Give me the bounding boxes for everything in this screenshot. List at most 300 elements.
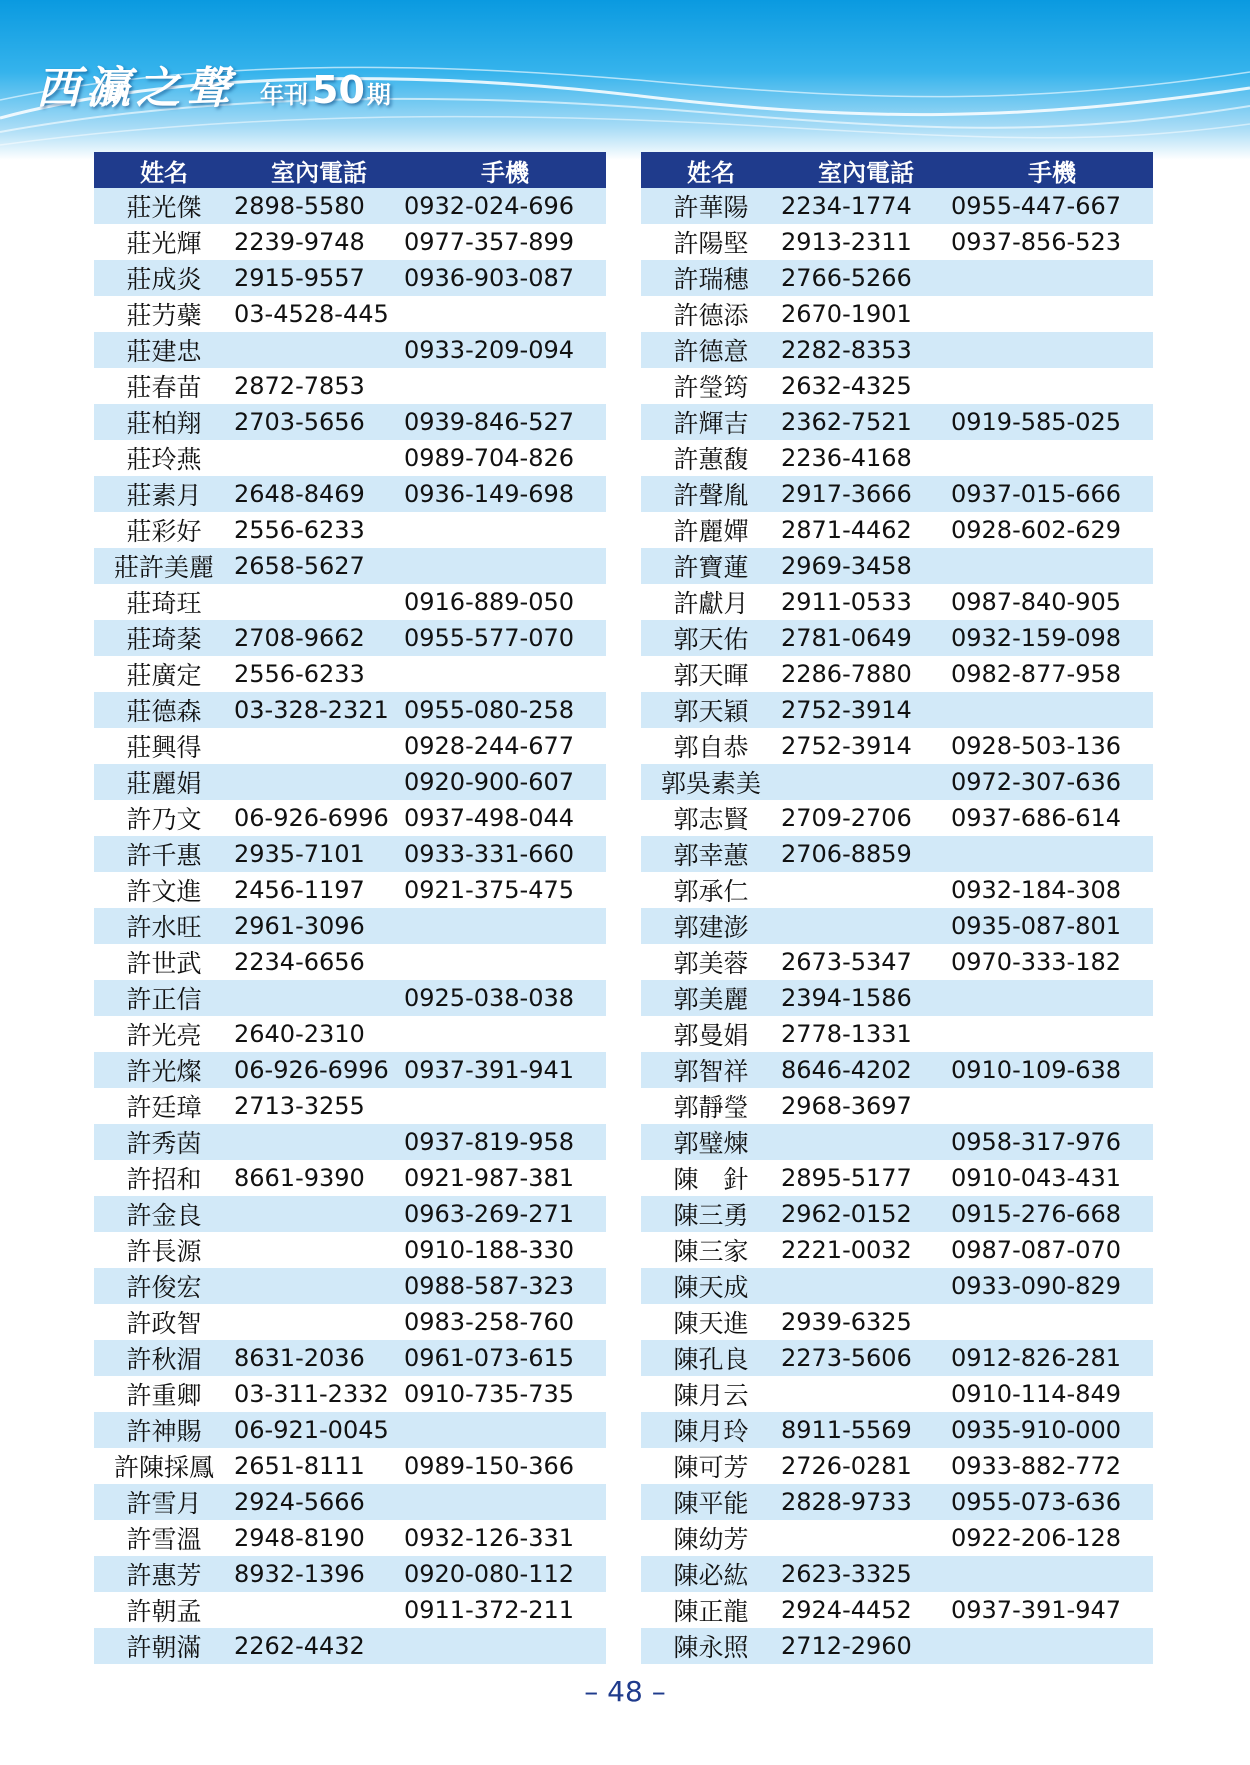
publication-subtitle: 年刊	[260, 81, 308, 109]
table-row	[641, 1268, 1153, 1304]
cell-mobile: 0911-372-211	[404, 1592, 606, 1628]
cell-mobile: 0933-090-829	[951, 1268, 1153, 1304]
cell-tel: 03-311-2332	[234, 1376, 404, 1412]
table-row	[641, 1376, 1153, 1412]
directory-table-left	[94, 152, 606, 1664]
cell-tel: 06-926-6996	[234, 800, 404, 836]
cell-mobile: 0915-276-668	[951, 1196, 1153, 1232]
table-row	[641, 1628, 1153, 1664]
cell-mobile	[951, 296, 1153, 332]
table-row	[641, 1484, 1153, 1520]
table-row	[94, 1196, 606, 1232]
table-row	[94, 764, 606, 800]
cell-mobile: 0910-109-638	[951, 1052, 1153, 1088]
table-row	[641, 260, 1153, 296]
cell-name: 許德添	[641, 296, 781, 332]
cell-name: 郭智祥	[641, 1052, 781, 1088]
cell-mobile: 0936-903-087	[404, 260, 606, 296]
cell-name: 許惠芳	[94, 1556, 234, 1592]
cell-tel: 2935-7101	[234, 836, 404, 872]
cell-tel: 2234-1774	[781, 188, 951, 224]
cell-mobile: 0932-184-308	[951, 872, 1153, 908]
table-row	[641, 908, 1153, 944]
cell-tel	[234, 1232, 404, 1268]
cell-tel	[234, 1304, 404, 1340]
cell-tel: 2895-5177	[781, 1160, 951, 1196]
cell-name: 許朝孟	[94, 1592, 234, 1628]
cell-name: 陳可芳	[641, 1448, 781, 1484]
cell-mobile: 0982-877-958	[951, 656, 1153, 692]
cell-tel: 2456-1197	[234, 872, 404, 908]
cell-mobile: 0912-826-281	[951, 1340, 1153, 1376]
cell-name: 陳 針	[641, 1160, 781, 1196]
cell-mobile: 0937-391-947	[951, 1592, 1153, 1628]
cell-mobile: 0937-015-666	[951, 476, 1153, 512]
cell-tel	[234, 980, 404, 1016]
cell-tel: 2752-3914	[781, 692, 951, 728]
cell-mobile: 0920-080-112	[404, 1556, 606, 1592]
table-row	[641, 332, 1153, 368]
cell-name: 許雪溫	[94, 1520, 234, 1556]
cell-tel: 2703-5656	[234, 404, 404, 440]
cell-mobile	[404, 1412, 606, 1448]
cell-name: 許陳採鳳	[94, 1448, 234, 1484]
cell-name: 郭美麗	[641, 980, 781, 1016]
cell-tel: 2221-0032	[781, 1232, 951, 1268]
cell-name: 郭幸蕙	[641, 836, 781, 872]
table-row	[641, 1196, 1153, 1232]
cell-mobile: 0916-889-050	[404, 584, 606, 620]
table-row	[94, 1052, 606, 1088]
cell-name: 郭靜瑩	[641, 1088, 781, 1124]
cell-name: 許金良	[94, 1196, 234, 1232]
cell-tel: 2872-7853	[234, 368, 404, 404]
cell-name: 許千惠	[94, 836, 234, 872]
table-row	[94, 872, 606, 908]
cell-name: 莊春苗	[94, 368, 234, 404]
cell-mobile	[404, 512, 606, 548]
table-row	[641, 1520, 1153, 1556]
cell-mobile	[951, 260, 1153, 296]
cell-name: 莊芀蘗	[94, 296, 234, 332]
cell-tel	[781, 1268, 951, 1304]
cell-tel: 2632-4325	[781, 368, 951, 404]
cell-mobile	[951, 692, 1153, 728]
table-row	[641, 728, 1153, 764]
cell-tel: 8631-2036	[234, 1340, 404, 1376]
cell-name: 莊德森	[94, 692, 234, 728]
cell-tel: 2262-4432	[234, 1628, 404, 1664]
cell-name: 許麗嬋	[641, 512, 781, 548]
cell-tel	[234, 332, 404, 368]
cell-name: 郭天穎	[641, 692, 781, 728]
table-row	[94, 476, 606, 512]
cell-name: 莊廣定	[94, 656, 234, 692]
cell-name: 郭吳素美	[641, 764, 781, 800]
cell-name: 莊麗娟	[94, 764, 234, 800]
table-row	[94, 584, 606, 620]
cell-tel: 8661-9390	[234, 1160, 404, 1196]
cell-tel: 2778-1331	[781, 1016, 951, 1052]
cell-tel: 8911-5569	[781, 1412, 951, 1448]
table-row	[94, 1232, 606, 1268]
cell-tel: 2961-3096	[234, 908, 404, 944]
table-row	[94, 1124, 606, 1160]
cell-name: 陳三勇	[641, 1196, 781, 1232]
table-row	[94, 1268, 606, 1304]
table-row	[94, 1520, 606, 1556]
cell-mobile: 0910-114-849	[951, 1376, 1153, 1412]
table-row	[94, 1340, 606, 1376]
cell-name: 陳永照	[641, 1628, 781, 1664]
cell-tel: 2871-4462	[781, 512, 951, 548]
cell-name: 許水旺	[94, 908, 234, 944]
cell-name: 許光燦	[94, 1052, 234, 1088]
cell-tel: 2917-3666	[781, 476, 951, 512]
cell-tel: 8646-4202	[781, 1052, 951, 1088]
table-row	[641, 440, 1153, 476]
cell-mobile	[951, 1556, 1153, 1592]
cell-name: 陳月云	[641, 1376, 781, 1412]
table-row	[641, 944, 1153, 980]
cell-mobile: 0922-206-128	[951, 1520, 1153, 1556]
table-row	[641, 1592, 1153, 1628]
cell-name: 莊成炎	[94, 260, 234, 296]
cell-name: 莊素月	[94, 476, 234, 512]
cell-mobile: 0933-209-094	[404, 332, 606, 368]
table-header-row	[94, 152, 606, 188]
table-row	[94, 1088, 606, 1124]
cell-mobile	[404, 656, 606, 692]
cell-mobile	[404, 1484, 606, 1520]
cell-mobile: 0932-159-098	[951, 620, 1153, 656]
cell-name: 莊彩好	[94, 512, 234, 548]
cell-tel: 2969-3458	[781, 548, 951, 584]
directory-table-right	[641, 152, 1153, 1664]
cell-tel: 2236-4168	[781, 440, 951, 476]
cell-tel	[781, 1520, 951, 1556]
cell-tel: 2640-2310	[234, 1016, 404, 1052]
cell-name: 許朝滿	[94, 1628, 234, 1664]
table-row	[641, 620, 1153, 656]
cell-mobile: 0935-910-000	[951, 1412, 1153, 1448]
table-row	[641, 1448, 1153, 1484]
cell-name: 郭自恭	[641, 728, 781, 764]
table-row	[641, 296, 1153, 332]
table-row	[94, 404, 606, 440]
cell-mobile: 0987-840-905	[951, 584, 1153, 620]
cell-tel	[781, 1124, 951, 1160]
cell-mobile	[951, 1016, 1153, 1052]
cell-mobile: 0958-317-976	[951, 1124, 1153, 1160]
cell-tel: 03-328-2321	[234, 692, 404, 728]
cell-mobile: 0928-244-677	[404, 728, 606, 764]
cell-tel: 2939-6325	[781, 1304, 951, 1340]
table-row	[641, 512, 1153, 548]
cell-tel: 2648-8469	[234, 476, 404, 512]
cell-mobile: 0921-375-475	[404, 872, 606, 908]
cell-name: 莊柏翔	[94, 404, 234, 440]
cell-mobile	[951, 1628, 1153, 1664]
cell-name: 許光亮	[94, 1016, 234, 1052]
column-header-tel: 室內電話	[234, 152, 404, 188]
table-row	[94, 836, 606, 872]
cell-name: 郭天佑	[641, 620, 781, 656]
table-row	[641, 188, 1153, 224]
table-row	[641, 584, 1153, 620]
cell-tel: 2556-6233	[234, 656, 404, 692]
issue-number: 50	[312, 68, 365, 112]
cell-mobile: 0955-577-070	[404, 620, 606, 656]
cell-tel: 2282-8353	[781, 332, 951, 368]
cell-tel	[234, 584, 404, 620]
cell-mobile: 0955-080-258	[404, 692, 606, 728]
cell-mobile: 0928-602-629	[951, 512, 1153, 548]
cell-name: 莊玲燕	[94, 440, 234, 476]
cell-name: 許獻月	[641, 584, 781, 620]
table-row	[641, 1412, 1153, 1448]
column-header-name: 姓名	[641, 152, 781, 188]
cell-tel: 06-926-6996	[234, 1052, 404, 1088]
table-row	[641, 692, 1153, 728]
cell-name: 許秋湄	[94, 1340, 234, 1376]
table-row	[641, 800, 1153, 836]
column-header-tel: 室內電話	[781, 152, 951, 188]
cell-name: 莊光輝	[94, 224, 234, 260]
cell-mobile	[951, 980, 1153, 1016]
table-row	[94, 1304, 606, 1340]
table-row	[94, 368, 606, 404]
cell-name: 許瑩筠	[641, 368, 781, 404]
cell-name: 許文進	[94, 872, 234, 908]
cell-name: 郭美蓉	[641, 944, 781, 980]
cell-mobile: 0961-073-615	[404, 1340, 606, 1376]
cell-mobile: 0910-188-330	[404, 1232, 606, 1268]
table-header-row	[641, 152, 1153, 188]
cell-name: 許世武	[94, 944, 234, 980]
cell-name: 許乃文	[94, 800, 234, 836]
cell-mobile: 0937-686-614	[951, 800, 1153, 836]
table-row	[94, 440, 606, 476]
cell-tel: 03-4528-445	[234, 296, 404, 332]
cell-name: 許正信	[94, 980, 234, 1016]
table-row	[94, 1016, 606, 1052]
table-row	[94, 296, 606, 332]
cell-mobile: 0989-704-826	[404, 440, 606, 476]
cell-mobile	[951, 368, 1153, 404]
table-row	[94, 332, 606, 368]
cell-mobile: 0920-900-607	[404, 764, 606, 800]
table-row	[641, 764, 1153, 800]
table-row	[641, 1052, 1153, 1088]
column-header-mobile: 手機	[404, 152, 606, 188]
table-row	[641, 368, 1153, 404]
table-row	[94, 1448, 606, 1484]
cell-tel	[234, 764, 404, 800]
cell-tel: 2968-3697	[781, 1088, 951, 1124]
cell-tel: 8932-1396	[234, 1556, 404, 1592]
cell-name: 陳幼芳	[641, 1520, 781, 1556]
table-row	[94, 692, 606, 728]
cell-name: 許重卿	[94, 1376, 234, 1412]
cell-name: 陳正龍	[641, 1592, 781, 1628]
cell-tel: 2913-2311	[781, 224, 951, 260]
page-number: – 48 –	[584, 1675, 666, 1708]
table-row	[94, 512, 606, 548]
cell-tel: 2726-0281	[781, 1448, 951, 1484]
cell-tel	[781, 872, 951, 908]
cell-tel: 2651-8111	[234, 1448, 404, 1484]
cell-mobile: 0939-846-527	[404, 404, 606, 440]
cell-mobile: 0937-819-958	[404, 1124, 606, 1160]
cell-tel: 2766-5266	[781, 260, 951, 296]
cell-tel: 06-921-0045	[234, 1412, 404, 1448]
cell-mobile	[951, 836, 1153, 872]
cell-tel	[234, 440, 404, 476]
table-row	[641, 224, 1153, 260]
cell-tel: 2394-1586	[781, 980, 951, 1016]
cell-mobile: 0936-149-698	[404, 476, 606, 512]
table-row	[641, 1232, 1153, 1268]
cell-tel: 2752-3914	[781, 728, 951, 764]
cell-tel: 2708-9662	[234, 620, 404, 656]
cell-mobile: 0925-038-038	[404, 980, 606, 1016]
table-row	[641, 548, 1153, 584]
table-row	[94, 1592, 606, 1628]
cell-name: 許政智	[94, 1304, 234, 1340]
cell-tel: 2670-1901	[781, 296, 951, 332]
table-row	[641, 1016, 1153, 1052]
cell-mobile: 0963-269-271	[404, 1196, 606, 1232]
cell-name: 許華陽	[641, 188, 781, 224]
cell-mobile: 0910-043-431	[951, 1160, 1153, 1196]
cell-tel: 2713-3255	[234, 1088, 404, 1124]
table-row	[94, 1160, 606, 1196]
cell-tel	[781, 1376, 951, 1412]
cell-name: 郭建澎	[641, 908, 781, 944]
cell-mobile: 0919-585-025	[951, 404, 1153, 440]
cell-name: 許寶蓮	[641, 548, 781, 584]
cell-tel	[234, 1592, 404, 1628]
cell-mobile: 0970-333-182	[951, 944, 1153, 980]
cell-tel: 2234-6656	[234, 944, 404, 980]
cell-mobile	[404, 1016, 606, 1052]
table-row	[94, 980, 606, 1016]
table-row	[94, 224, 606, 260]
cell-mobile: 0933-331-660	[404, 836, 606, 872]
cell-tel: 2828-9733	[781, 1484, 951, 1520]
cell-mobile: 0928-503-136	[951, 728, 1153, 764]
cell-mobile: 0988-587-323	[404, 1268, 606, 1304]
cell-mobile: 0937-498-044	[404, 800, 606, 836]
table-row	[641, 872, 1153, 908]
cell-mobile: 0933-882-772	[951, 1448, 1153, 1484]
cell-tel: 2781-0649	[781, 620, 951, 656]
publication-brand	[36, 52, 391, 116]
cell-tel	[234, 728, 404, 764]
table-row	[94, 1628, 606, 1664]
cell-mobile: 0910-735-735	[404, 1376, 606, 1412]
table-row	[94, 1412, 606, 1448]
table-row	[94, 1376, 606, 1412]
cell-mobile	[404, 548, 606, 584]
cell-mobile	[404, 1628, 606, 1664]
table-row	[94, 1484, 606, 1520]
cell-mobile: 0972-307-636	[951, 764, 1153, 800]
cell-name: 許蕙馥	[641, 440, 781, 476]
table-row	[641, 404, 1153, 440]
cell-mobile	[404, 296, 606, 332]
table-row	[94, 620, 606, 656]
issue-suffix: 期	[366, 81, 391, 109]
table-row	[94, 1556, 606, 1592]
cell-name: 郭璧煉	[641, 1124, 781, 1160]
cell-name: 許廷璋	[94, 1088, 234, 1124]
page-header	[0, 0, 1250, 160]
cell-tel	[234, 1196, 404, 1232]
cell-name: 陳平能	[641, 1484, 781, 1520]
cell-tel: 2273-5606	[781, 1340, 951, 1376]
table-row	[94, 188, 606, 224]
cell-name: 陳三家	[641, 1232, 781, 1268]
cell-tel: 2706-8859	[781, 836, 951, 872]
cell-name: 陳月玲	[641, 1412, 781, 1448]
cell-tel: 2911-0533	[781, 584, 951, 620]
cell-tel: 2898-5580	[234, 188, 404, 224]
cell-name: 陳必紘	[641, 1556, 781, 1592]
table-row	[94, 800, 606, 836]
cell-mobile	[404, 368, 606, 404]
cell-name: 莊光傑	[94, 188, 234, 224]
cell-name: 許雪月	[94, 1484, 234, 1520]
cell-name: 莊許美麗	[94, 548, 234, 584]
cell-name: 陳孔良	[641, 1340, 781, 1376]
cell-mobile	[951, 548, 1153, 584]
cell-mobile	[404, 908, 606, 944]
table-row	[641, 1304, 1153, 1340]
table-row	[641, 476, 1153, 512]
cell-mobile	[951, 440, 1153, 476]
cell-mobile: 0977-357-899	[404, 224, 606, 260]
cell-tel: 2712-2960	[781, 1628, 951, 1664]
table-row	[94, 908, 606, 944]
cell-mobile: 0932-126-331	[404, 1520, 606, 1556]
cell-tel: 2623-3325	[781, 1556, 951, 1592]
table-row	[641, 1088, 1153, 1124]
cell-name: 許德意	[641, 332, 781, 368]
cell-tel: 2948-8190	[234, 1520, 404, 1556]
cell-name: 許秀茵	[94, 1124, 234, 1160]
cell-mobile: 0932-024-696	[404, 188, 606, 224]
publication-title: 西灜之聲	[36, 63, 236, 114]
cell-name: 郭曼娟	[641, 1016, 781, 1052]
cell-name: 郭承仁	[641, 872, 781, 908]
cell-mobile: 0921-987-381	[404, 1160, 606, 1196]
cell-mobile: 0937-856-523	[951, 224, 1153, 260]
cell-tel: 2709-2706	[781, 800, 951, 836]
cell-tel	[234, 1268, 404, 1304]
table-row	[641, 1340, 1153, 1376]
cell-name: 許長源	[94, 1232, 234, 1268]
cell-tel: 2924-4452	[781, 1592, 951, 1628]
table-row	[641, 656, 1153, 692]
table-row	[94, 656, 606, 692]
cell-tel: 2239-9748	[234, 224, 404, 260]
cell-tel: 2673-5347	[781, 944, 951, 980]
cell-name: 陳天進	[641, 1304, 781, 1340]
cell-tel	[234, 1124, 404, 1160]
cell-mobile	[951, 1304, 1153, 1340]
